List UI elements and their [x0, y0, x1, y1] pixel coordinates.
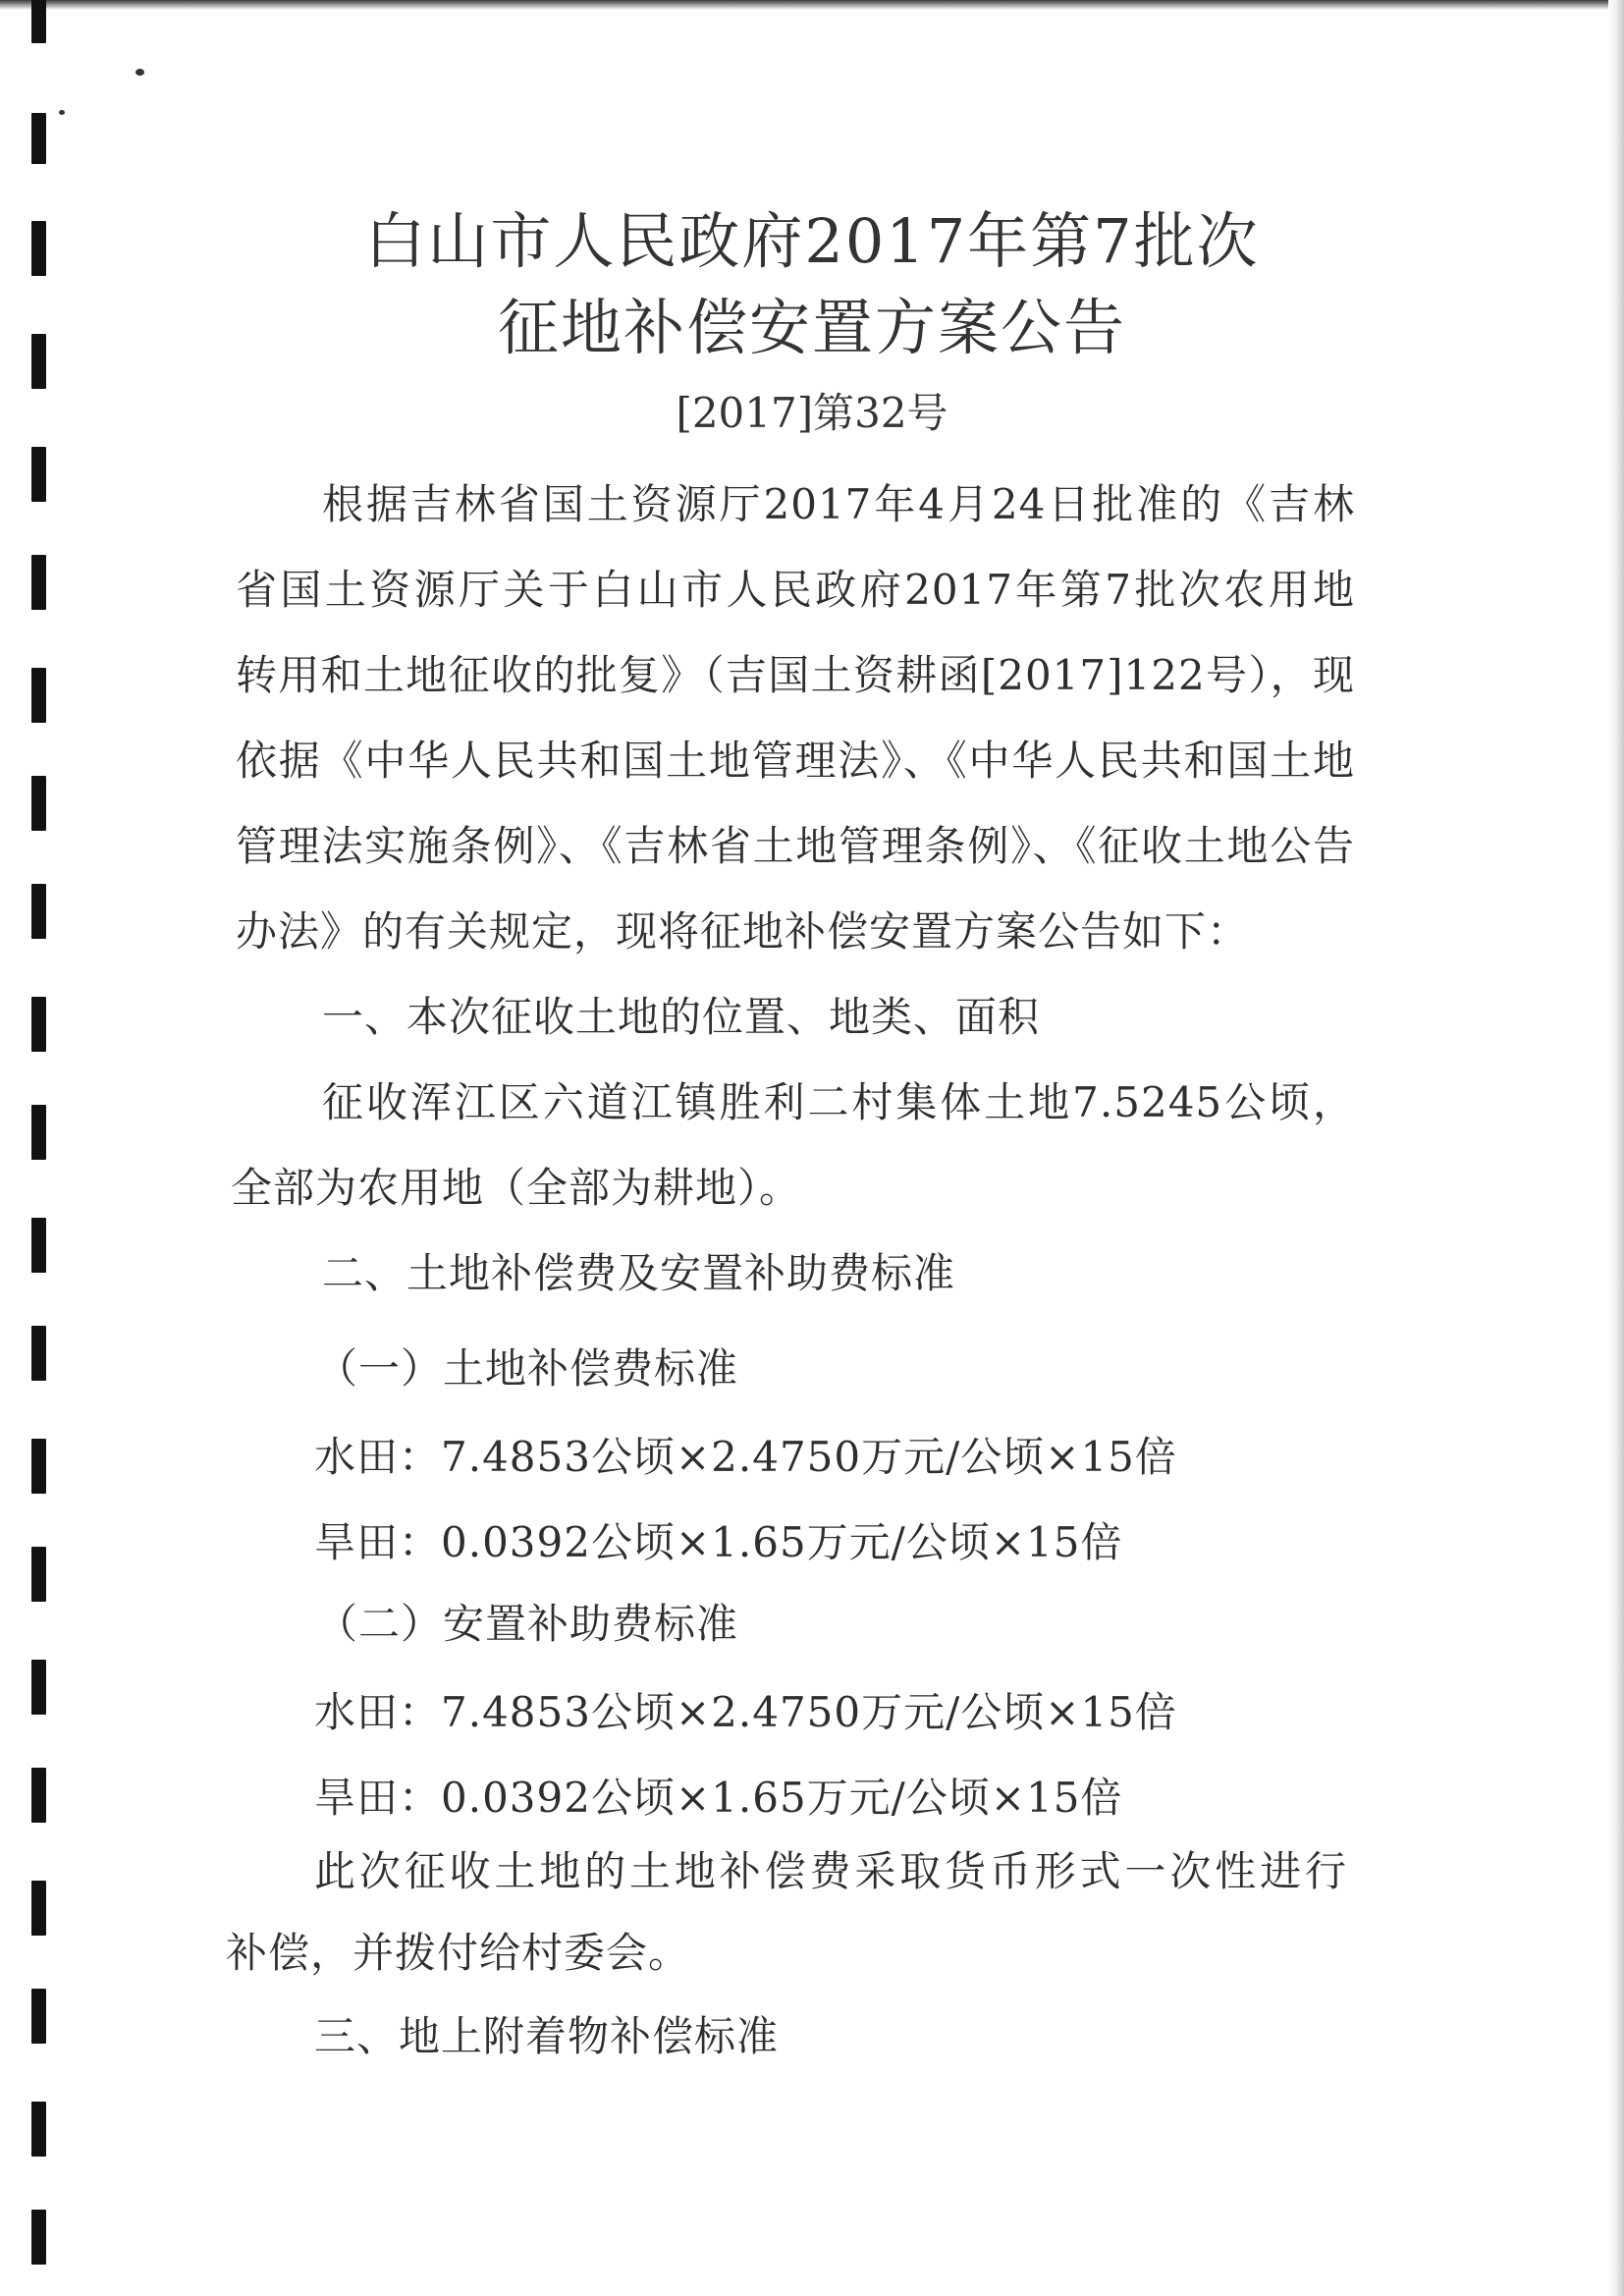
subsection1-heading: （一）土地补偿费标准: [316, 1344, 739, 1393]
subsection1-paddy-rate: 水田：7.4853公顷×2.4750万元/公顷×15倍: [314, 1433, 1177, 1481]
punch-mark: [31, 1547, 46, 1602]
punch-mark: [31, 1660, 46, 1715]
intro-line-4: 依据《中华人民共和国土地管理法》、《中华人民共和国土地: [236, 737, 1355, 785]
intro-line-3: 转用和土地征收的批复》（吉国土资耕函[2017]122号），现: [236, 651, 1355, 699]
subsection2-dry-rate: 旱田：0.0392公顷×1.65万元/公顷×15倍: [314, 1774, 1123, 1822]
punch-mark: [31, 1439, 46, 1494]
punch-mark: [31, 1881, 46, 1936]
punch-mark: [31, 447, 46, 502]
punch-mark: [31, 997, 46, 1052]
intro-line-1: 根据吉林省国土资源厅2017年4月24日批准的《吉林: [322, 480, 1355, 528]
punch-mark: [31, 1218, 46, 1273]
punch-mark: [31, 2102, 46, 2157]
punch-mark: [31, 555, 46, 610]
subsection2-heading: （二）安置补助费标准: [316, 1600, 739, 1648]
document-title-line2: 征地补偿安置方案公告: [497, 292, 1126, 363]
subsection2-paddy-rate: 水田：7.4853公顷×2.4750万元/公顷×15倍: [314, 1688, 1177, 1736]
punch-mark: [31, 884, 46, 939]
section2-heading: 二、土地补偿费及安置补助费标准: [322, 1249, 956, 1297]
punch-mark: [31, 1105, 46, 1160]
section3-heading: 三、地上附着物补偿标准: [314, 2012, 780, 2060]
payment-line-2: 补偿，并拨付给村委会。: [226, 1929, 691, 1977]
scan-speck: [135, 69, 144, 76]
document-title-line1: 白山市人民政府2017年第7批次: [364, 205, 1260, 277]
payment-line-1: 此次征收土地的土地补偿费采取货币形式一次性进行: [314, 1847, 1347, 1895]
document-number: [2017]第32号: [676, 389, 948, 437]
scan-speck: [59, 110, 65, 115]
scan-top-edge: [0, 0, 1624, 10]
punch-mark: [31, 1768, 46, 1823]
section1-heading: 一、本次征收土地的位置、地类、面积: [322, 993, 1041, 1041]
punch-mark: [31, 113, 46, 164]
section1-body-line-1: 征收浑江区六道江镇胜利二村集体土地7.5245公顷，: [322, 1078, 1355, 1126]
punch-mark: [31, 0, 46, 43]
intro-line-2: 省国土资源厅关于白山市人民政府2017年第7批次农用地: [236, 566, 1355, 614]
punch-mark: [31, 1326, 46, 1381]
punch-mark: [31, 668, 46, 723]
subsection1-dry-rate: 旱田：0.0392公顷×1.65万元/公顷×15倍: [314, 1518, 1123, 1566]
punch-mark: [31, 1989, 46, 2044]
punch-mark: [31, 776, 46, 831]
punch-mark: [31, 2210, 46, 2265]
intro-line-6: 办法》的有关规定，现将征地补偿安置方案公告如下：: [236, 907, 1250, 956]
intro-line-5: 管理法实施条例》、《吉林省土地管理条例》、《征收土地公告: [236, 822, 1355, 870]
section1-body-line-2: 全部为农用地（全部为耕地）。: [231, 1164, 802, 1212]
